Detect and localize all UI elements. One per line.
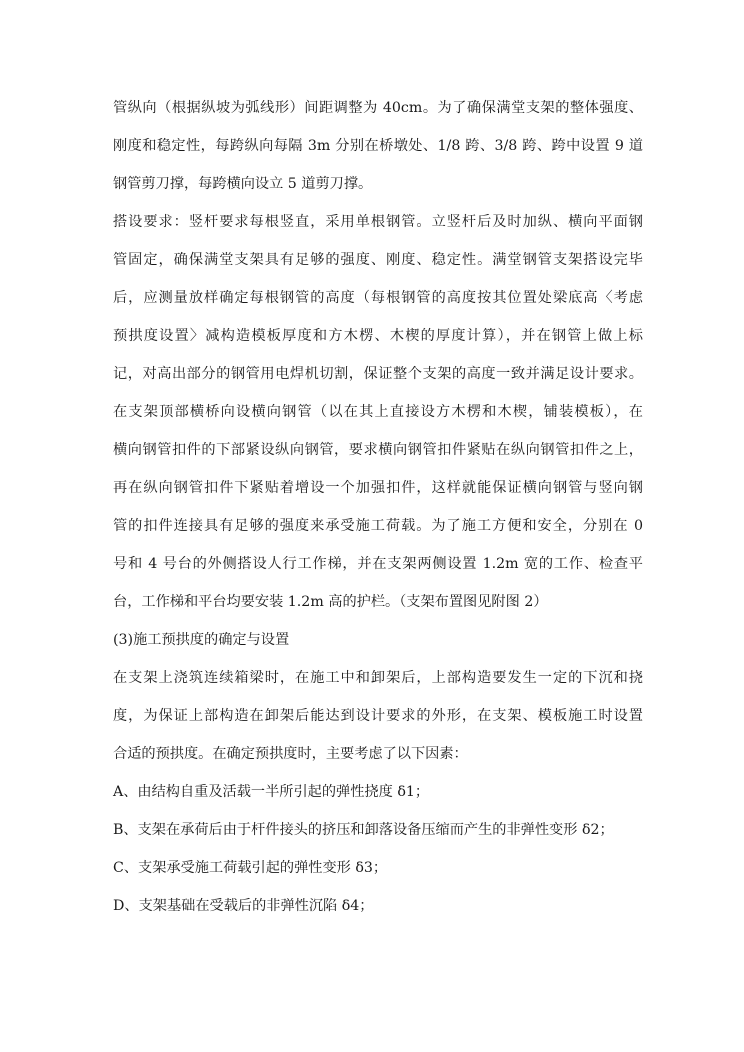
text-line: 度，为保证上部构造在卸架后能达到设计要求的外形，在支架、模板施工时设置 bbox=[113, 708, 643, 724]
text-line: 合适的预拱度。在确定预拱度时，主要考虑了以下因素： bbox=[113, 746, 468, 762]
text-line: 台，工作梯和平台均要安装 1.2m 高的护栏。（支架布置图见附图 2） bbox=[113, 594, 548, 610]
text-line: 管的扣件连接具有足够的强度来承受施工荷载。为了施工方便和安全，分别在 0 bbox=[113, 518, 643, 534]
text-line: 刚度和稳定性，每跨纵向每隔 3m 分别在桥墩处、1/8 跨、3/8 跨、跨中设置 9 道 bbox=[113, 138, 643, 154]
list-item: A、由结构自重及活载一半所引起的弹性挠度 δ1； bbox=[113, 784, 430, 800]
text-line: 记，对高出部分的钢管用电焊机切割，保证整个支架的高度一致并满足设计要求。 bbox=[113, 366, 643, 382]
text-line: 后，应测量放样确定每根钢管的高度（每根钢管的高度按其位置处梁底高〈考虑 bbox=[113, 290, 643, 306]
text-line: 横向钢管扣件的下部紧设纵向钢管，要求横向钢管扣件紧贴在纵向钢管扣件之上， bbox=[113, 442, 643, 458]
list-item: B、支架在承荷后由于杆件接头的挤压和卸落设备压缩而产生的非弹性变形 δ2； bbox=[113, 822, 614, 838]
text-line: 管固定，确保满堂支架具有足够的强度、刚度、稳定性。满堂钢管支架搭设完毕 bbox=[113, 252, 643, 268]
text-line: 在支架上浇筑连续箱梁时，在施工中和卸架后，上部构造要发生一定的下沉和挠 bbox=[113, 670, 643, 686]
text-line: 号和 4 号台的外侧搭设人行工作梯，并在支架两侧设置 1.2m 宽的工作、检查平 bbox=[113, 556, 643, 572]
text-line: 搭设要求：竖杆要求每根竖直，采用单根钢管。立竖杆后及时加纵、横向平面钢 bbox=[113, 214, 643, 230]
text-line: 再在纵向钢管扣件下紧贴着增设一个加强扣件，这样就能保证横向钢管与竖向钢 bbox=[113, 480, 643, 496]
text-line: 在支架顶部横桥向设横向钢管（以在其上直接设方木楞和木楔，铺装模板），在 bbox=[113, 404, 643, 420]
list-item: C、支架承受施工荷载引起的弹性变形 δ3； bbox=[113, 860, 388, 876]
text-line: 钢管剪刀撑，每跨横向设立 5 道剪刀撑。 bbox=[113, 176, 373, 192]
text-line: 预拱度设置〉减构造模板厚度和方木楞、木楔的厚度计算），并在钢管上做上标 bbox=[113, 328, 643, 344]
text-line: 管纵向（根据纵坡为弧线形）间距调整为 40cm。为了确保满堂支架的整体强度、 bbox=[113, 100, 643, 116]
list-item: D、支架基础在受载后的非弹性沉陷 δ4； bbox=[113, 898, 374, 914]
section-heading: (3)施工预拱度的确定与设置 bbox=[113, 632, 290, 648]
